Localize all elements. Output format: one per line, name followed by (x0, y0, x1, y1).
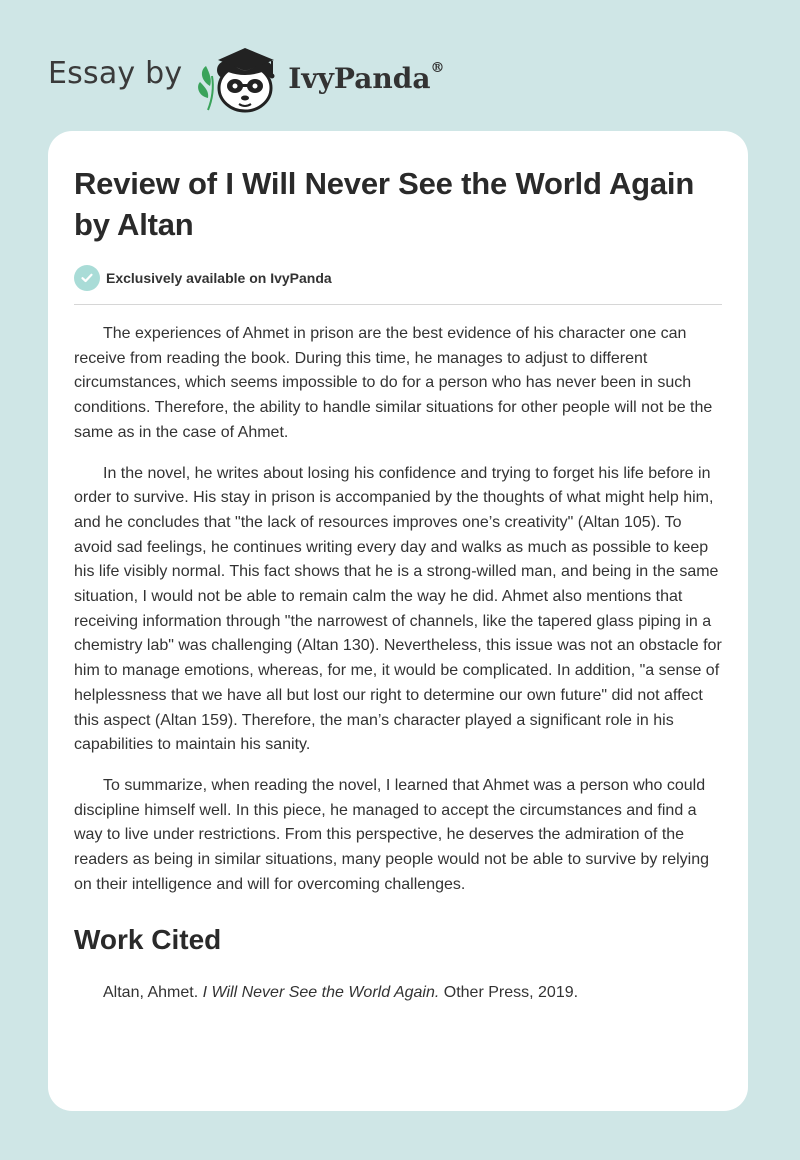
exclusive-badge (74, 265, 722, 291)
brand-name: IvyPanda (288, 61, 431, 95)
citation-title: I Will Never See the World Again. (202, 984, 440, 1002)
essay-card (48, 131, 748, 1111)
citation-entry (74, 981, 722, 1005)
citation-author: Altan, Ahmet. (103, 984, 199, 1002)
citation-publisher: Other Press, 2019. (443, 984, 579, 1002)
panda-graduate-icon (196, 36, 286, 116)
divider (74, 304, 722, 305)
body-paragraph-1: The experiences of Ahmet in prison are the best evidence of his character one can receive from reading the book. During this time, he manages to adjust to different circumstances, which seems impossible to do for a person who has never been in such conditions. Therefore, the ability to handle similar situations for other people will not be the same as in the case of Ahmet. (74, 325, 713, 441)
page-title: Review of I Will Never See the World Again by Altan (74, 166, 695, 242)
exclusive-badge-text: Exclusively available on IvyPanda (106, 270, 332, 286)
brand-logo-text (288, 59, 445, 95)
site-header (48, 36, 444, 116)
works-cited-heading: Work Cited (74, 924, 222, 956)
body-paragraph-2: In the novel, he writes about losing his confidence and trying to forget his life before in order to survive. His stay in prison is accompanied by the thoughts of what might help him, and he concludes that "the lack of resources improves one’s creativity" (Altan 105). To avoid sad feelings, he continues writing every day and walks as much as possible to keep his life visibly normal. This fact shows that he is a strong-willed man, and being in the same situation, I would not be able to remain calm the way he did. Ahmet also mentions that receiving information through "the narrowest of channels, like the tapered glass piping in a chemistry lab" was challenging (Altan 130). Nevertheless, this issue was not an obstacle for him to manage emotions, whereas, for me, it would be complicated. In addition, "a sense of helplessness that we have all but lost our right to determine our own future" did not affect this aspect (Altan 159). Therefore, the man’s character played a significant role in his capabilities to maintain his sanity. (74, 464, 722, 754)
registered-mark: ® (430, 59, 445, 76)
body-paragraph-3: To summarize, when reading the novel, I learned that Ahmet was a person who could discipline himself well. In this piece, he managed to accept the circumstances and find a way to live under restrictions. From this perspective, he deserves the admiration of the readers as being in similar situations, many people would not be able to survive by relying on their intelligence and will for overcoming challenges. (74, 776, 710, 893)
check-circle-icon (74, 265, 100, 291)
essay-by-label: Essay by (48, 55, 183, 91)
